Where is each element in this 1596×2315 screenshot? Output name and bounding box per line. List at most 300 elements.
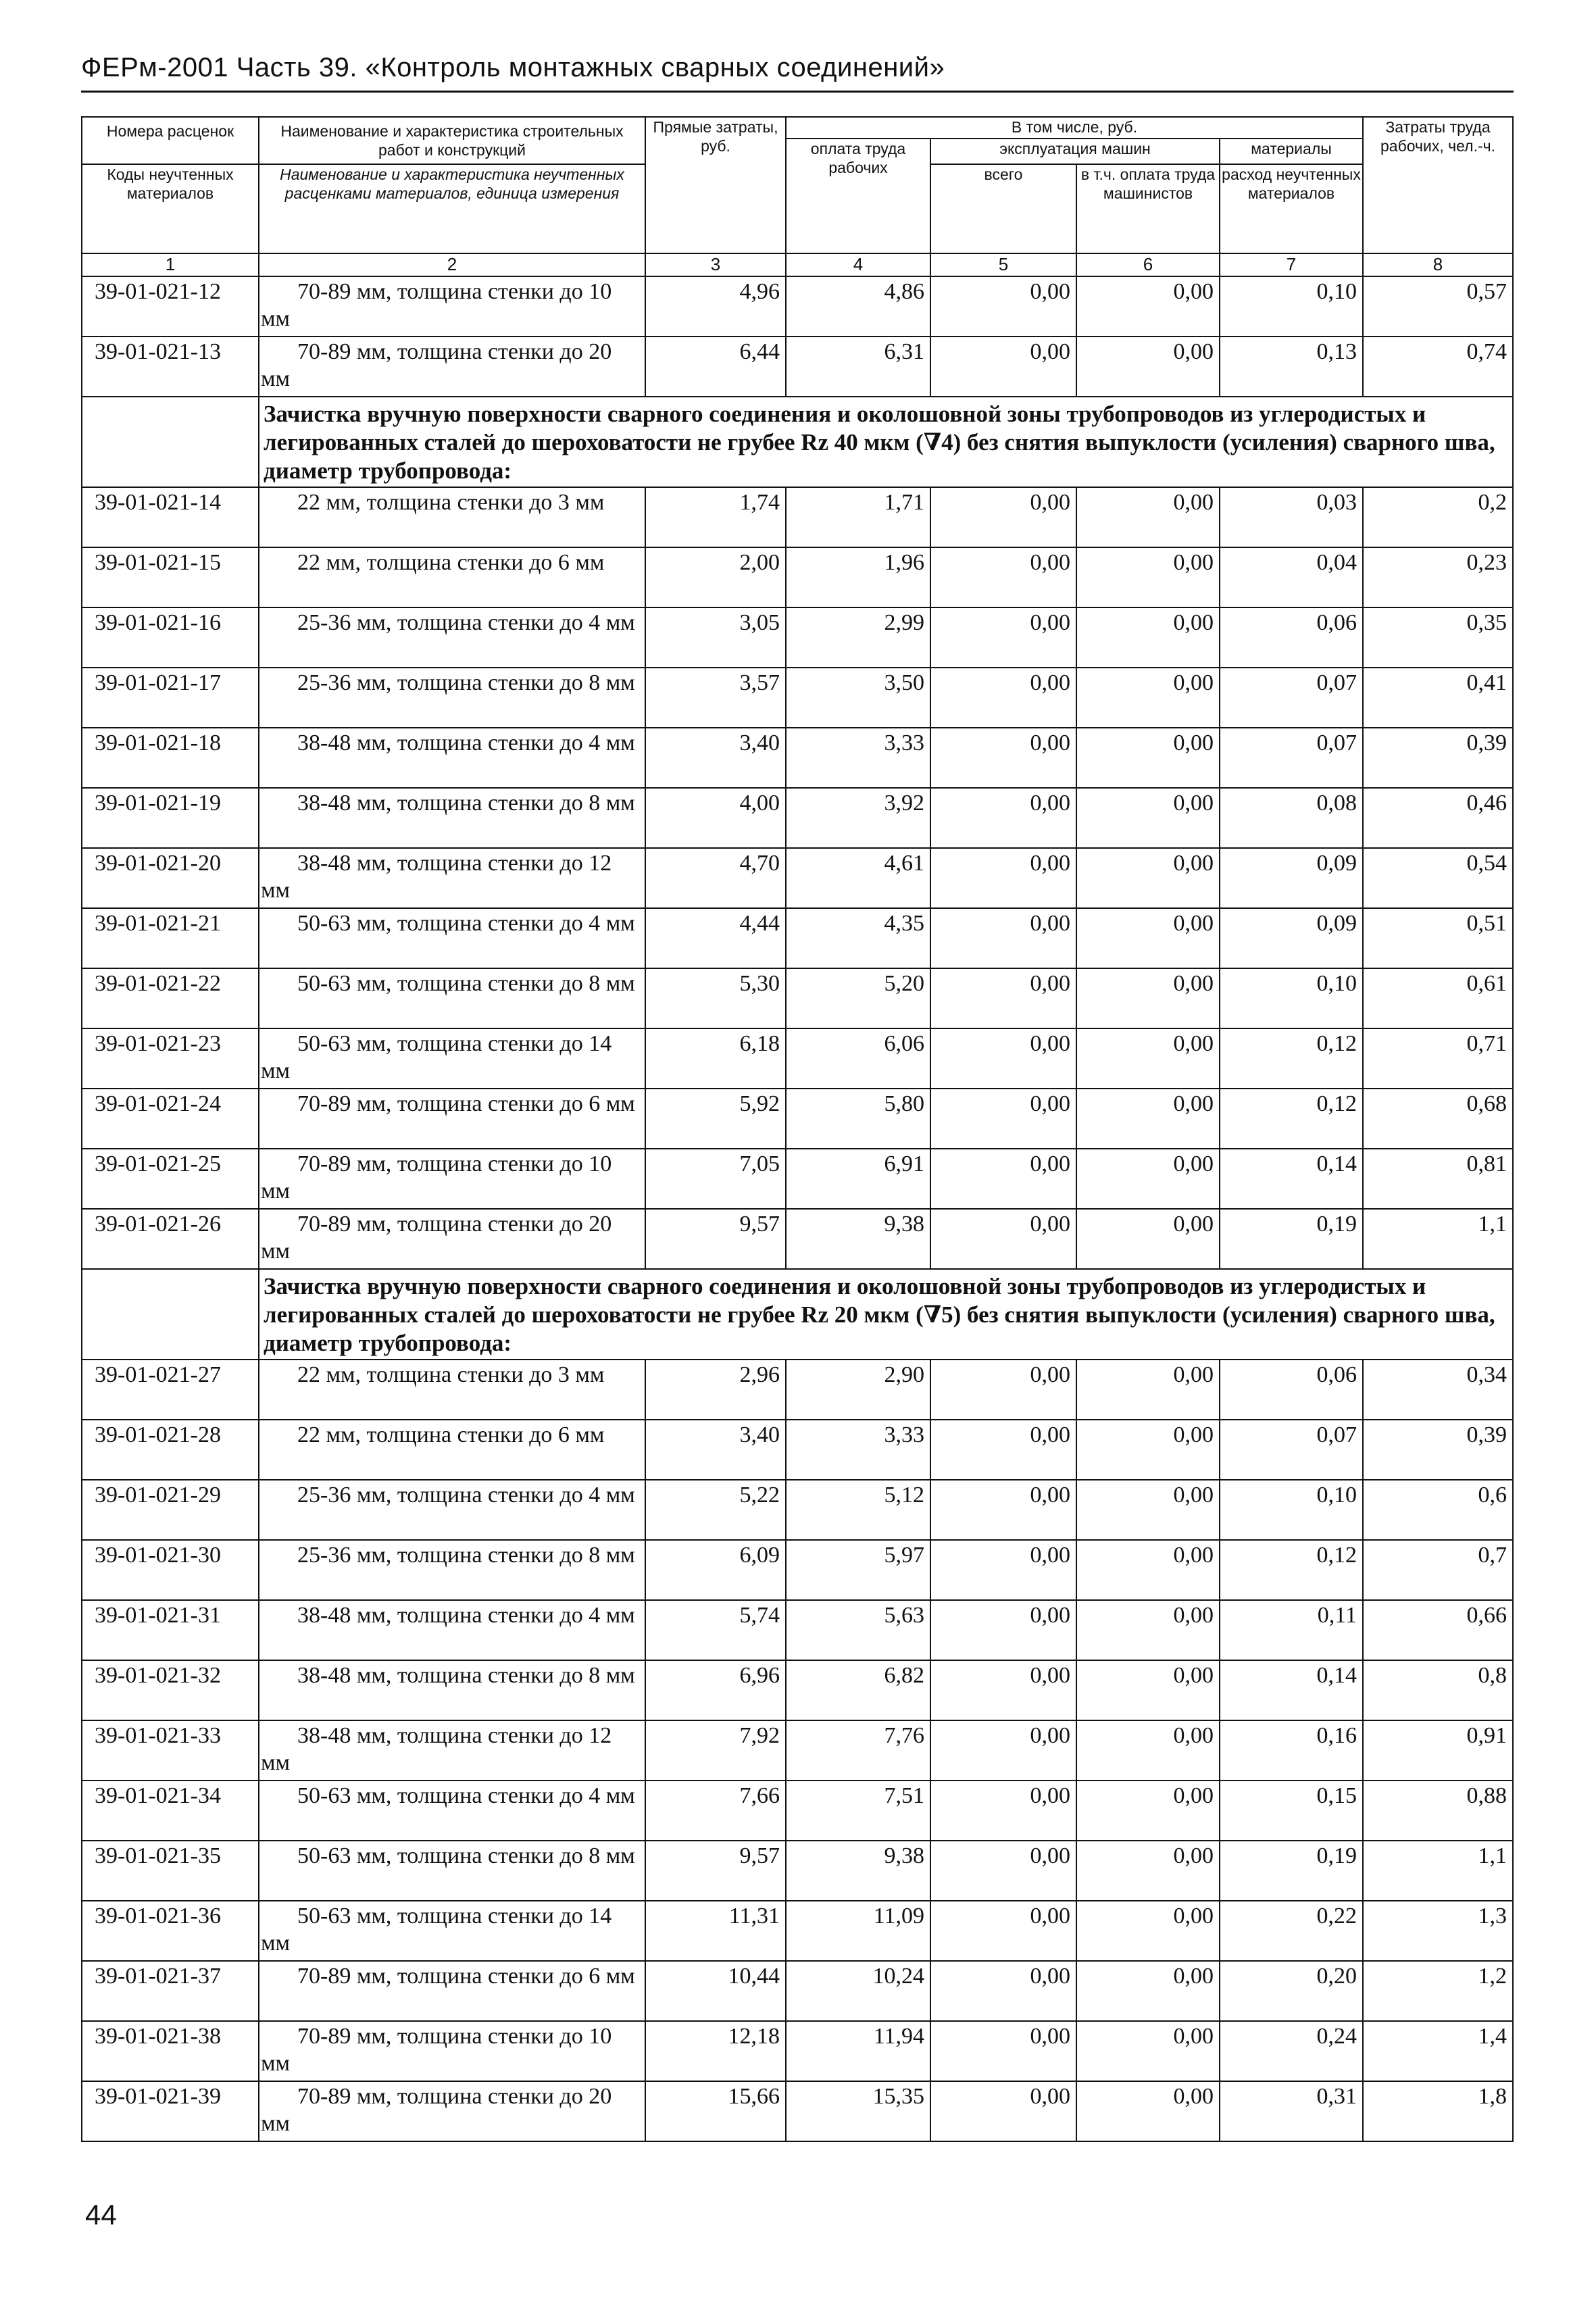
header-codes-top: Номера расценок xyxy=(82,117,259,164)
row-code: 39-01-021-18 xyxy=(82,728,259,788)
row-name-cell xyxy=(259,668,645,728)
row-name-cell xyxy=(259,1209,645,1269)
table-row xyxy=(82,2021,1513,2081)
row-machines-total: 0,00 xyxy=(930,607,1076,668)
column-number: 4 xyxy=(786,253,930,276)
row-direct-costs: 3,40 xyxy=(645,728,786,788)
row-name-cell xyxy=(259,1149,645,1209)
table-row xyxy=(82,1540,1513,1600)
row-machinist-pay: 0,00 xyxy=(1076,1420,1220,1480)
row-labor-cost: 0,71 xyxy=(1363,1028,1513,1089)
row-labor-cost: 0,57 xyxy=(1363,276,1513,337)
row-machinist-pay: 0,00 xyxy=(1076,668,1220,728)
row-machinist-pay: 0,00 xyxy=(1076,607,1220,668)
row-machines-total: 0,00 xyxy=(930,1209,1076,1269)
row-labor-pay: 6,31 xyxy=(786,337,930,397)
row-materials: 0,06 xyxy=(1220,1360,1363,1420)
row-name-cell xyxy=(259,908,645,968)
row-machinist-pay: 0,00 xyxy=(1076,1540,1220,1600)
row-labor-cost: 0,8 xyxy=(1363,1660,1513,1720)
row-direct-costs: 5,92 xyxy=(645,1089,786,1149)
row-name-cell xyxy=(259,1600,645,1660)
header-direct-costs: Прямые затраты, руб. xyxy=(645,117,786,253)
row-materials: 0,10 xyxy=(1220,276,1363,337)
row-machinist-pay: 0,00 xyxy=(1076,1600,1220,1660)
row-machines-total: 0,00 xyxy=(930,788,1076,848)
row-machines-total: 0,00 xyxy=(930,1028,1076,1089)
row-machines-total: 0,00 xyxy=(930,487,1076,547)
row-name: 70-89 мм, толщина стенки до 20 мм xyxy=(261,1212,612,1264)
row-labor-pay: 9,38 xyxy=(786,1841,930,1901)
row-machinist-pay: 0,00 xyxy=(1076,547,1220,607)
row-labor-cost: 1,4 xyxy=(1363,2021,1513,2081)
header-name-bottom: Наименование и характеристика неучтенных расценками материалов, единица измерения xyxy=(259,164,645,253)
row-name: 70-89 мм, толщина стенки до 6 мм xyxy=(297,1091,635,1116)
row-materials: 0,12 xyxy=(1220,1028,1363,1089)
row-code: 39-01-021-32 xyxy=(82,1660,259,1720)
row-labor-cost: 0,81 xyxy=(1363,1149,1513,1209)
row-direct-costs: 15,66 xyxy=(645,2081,786,2141)
row-machines-total: 0,00 xyxy=(930,1901,1076,1961)
row-machines-total: 0,00 xyxy=(930,1600,1076,1660)
row-labor-cost: 1,1 xyxy=(1363,1841,1513,1901)
row-labor-pay: 1,96 xyxy=(786,547,930,607)
row-labor-pay: 4,86 xyxy=(786,276,930,337)
row-machinist-pay: 0,00 xyxy=(1076,1028,1220,1089)
row-machines-total: 0,00 xyxy=(930,1420,1076,1480)
row-code: 39-01-021-17 xyxy=(82,668,259,728)
table-row xyxy=(82,1600,1513,1660)
table-row xyxy=(82,337,1513,397)
header-rule xyxy=(81,91,1514,93)
row-name-cell xyxy=(259,487,645,547)
row-labor-pay: 4,61 xyxy=(786,848,930,908)
row-labor-pay: 6,06 xyxy=(786,1028,930,1089)
row-direct-costs: 3,57 xyxy=(645,668,786,728)
row-direct-costs: 9,57 xyxy=(645,1841,786,1901)
row-machinist-pay: 0,00 xyxy=(1076,1209,1220,1269)
row-machines-total: 0,00 xyxy=(930,668,1076,728)
row-code: 39-01-021-25 xyxy=(82,1149,259,1209)
row-direct-costs: 6,44 xyxy=(645,337,786,397)
row-code: 39-01-021-15 xyxy=(82,547,259,607)
column-number: 6 xyxy=(1076,253,1220,276)
row-labor-cost: 0,68 xyxy=(1363,1089,1513,1149)
row-name-cell xyxy=(259,1660,645,1720)
row-labor-pay: 5,63 xyxy=(786,1600,930,1660)
table-row xyxy=(82,547,1513,607)
row-name-cell xyxy=(259,968,645,1028)
section-code-blank xyxy=(82,397,259,487)
row-direct-costs: 2,00 xyxy=(645,547,786,607)
row-name: 25-36 мм, толщина стенки до 8 мм xyxy=(297,1543,635,1568)
row-name: 38-48 мм, толщина стенки до 4 мм xyxy=(297,730,635,755)
table-row xyxy=(82,2081,1513,2141)
table-body xyxy=(82,276,1513,2141)
row-name-cell xyxy=(259,1480,645,1540)
row-direct-costs: 7,66 xyxy=(645,1781,786,1841)
row-direct-costs: 4,44 xyxy=(645,908,786,968)
section-row xyxy=(82,1269,1513,1360)
row-materials: 0,16 xyxy=(1220,1720,1363,1781)
row-labor-pay: 11,94 xyxy=(786,2021,930,2081)
row-labor-cost: 1,2 xyxy=(1363,1961,1513,2021)
row-labor-pay: 4,35 xyxy=(786,908,930,968)
row-code: 39-01-021-39 xyxy=(82,2081,259,2141)
row-name: 70-89 мм, толщина стенки до 20 мм xyxy=(261,339,612,391)
row-materials: 0,11 xyxy=(1220,1600,1363,1660)
header-machines: эксплуатация машин xyxy=(930,139,1220,164)
row-machines-total: 0,00 xyxy=(930,848,1076,908)
table-row xyxy=(82,1028,1513,1089)
table-row xyxy=(82,607,1513,668)
row-materials: 0,10 xyxy=(1220,968,1363,1028)
row-name-cell xyxy=(259,1841,645,1901)
row-machinist-pay: 0,00 xyxy=(1076,788,1220,848)
row-direct-costs: 4,96 xyxy=(645,276,786,337)
column-number: 7 xyxy=(1220,253,1363,276)
row-labor-cost: 0,39 xyxy=(1363,1420,1513,1480)
row-name-cell xyxy=(259,1961,645,2021)
row-machinist-pay: 0,00 xyxy=(1076,1961,1220,2021)
row-direct-costs: 4,00 xyxy=(645,788,786,848)
row-direct-costs: 12,18 xyxy=(645,2021,786,2081)
row-direct-costs: 9,57 xyxy=(645,1209,786,1269)
row-name-cell xyxy=(259,1089,645,1149)
row-name: 22 мм, толщина стенки до 6 мм xyxy=(297,1422,605,1447)
row-materials: 0,03 xyxy=(1220,487,1363,547)
table-row xyxy=(82,848,1513,908)
row-materials: 0,24 xyxy=(1220,2021,1363,2081)
row-machines-total: 0,00 xyxy=(930,2021,1076,2081)
row-machines-total: 0,00 xyxy=(930,1540,1076,1600)
page-number: 44 xyxy=(85,2199,117,2231)
row-direct-costs: 3,05 xyxy=(645,607,786,668)
row-machines-total: 0,00 xyxy=(930,337,1076,397)
row-machinist-pay: 0,00 xyxy=(1076,1089,1220,1149)
row-name: 70-89 мм, толщина стенки до 20 мм xyxy=(261,2084,612,2136)
row-name: 70-89 мм, толщина стенки до 10 мм xyxy=(261,1151,612,1203)
row-materials: 0,06 xyxy=(1220,607,1363,668)
row-labor-pay: 3,92 xyxy=(786,788,930,848)
row-machines-total: 0,00 xyxy=(930,2081,1076,2141)
table-row xyxy=(82,1149,1513,1209)
row-code: 39-01-021-24 xyxy=(82,1089,259,1149)
row-direct-costs: 6,96 xyxy=(645,1660,786,1720)
row-name-cell xyxy=(259,1420,645,1480)
row-name-cell xyxy=(259,276,645,337)
row-direct-costs: 5,74 xyxy=(645,1600,786,1660)
row-labor-pay: 10,24 xyxy=(786,1961,930,2021)
row-labor-pay: 3,33 xyxy=(786,1420,930,1480)
row-machinist-pay: 0,00 xyxy=(1076,1901,1220,1961)
row-name-cell xyxy=(259,1028,645,1089)
row-code: 39-01-021-21 xyxy=(82,908,259,968)
row-code: 39-01-021-35 xyxy=(82,1841,259,1901)
row-code: 39-01-021-33 xyxy=(82,1720,259,1781)
row-labor-pay: 7,51 xyxy=(786,1781,930,1841)
row-materials: 0,12 xyxy=(1220,1540,1363,1600)
row-labor-pay: 3,50 xyxy=(786,668,930,728)
row-code: 39-01-021-37 xyxy=(82,1961,259,2021)
row-code: 39-01-021-13 xyxy=(82,337,259,397)
row-materials: 0,15 xyxy=(1220,1781,1363,1841)
row-code: 39-01-021-19 xyxy=(82,788,259,848)
row-machines-total: 0,00 xyxy=(930,1660,1076,1720)
row-direct-costs: 7,05 xyxy=(645,1149,786,1209)
row-code: 39-01-021-20 xyxy=(82,848,259,908)
row-labor-pay: 1,71 xyxy=(786,487,930,547)
row-materials: 0,07 xyxy=(1220,1420,1363,1480)
row-name-cell xyxy=(259,1540,645,1600)
row-direct-costs: 7,92 xyxy=(645,1720,786,1781)
header-including: В том числе, руб. xyxy=(786,117,1363,139)
table-row xyxy=(82,1961,1513,2021)
column-number: 5 xyxy=(930,253,1076,276)
row-name: 25-36 мм, толщина стенки до 4 мм xyxy=(297,1483,635,1508)
table-row xyxy=(82,1209,1513,1269)
row-name: 25-36 мм, толщина стенки до 8 мм xyxy=(297,670,635,695)
row-name: 22 мм, толщина стенки до 6 мм xyxy=(297,550,605,575)
row-code: 39-01-021-12 xyxy=(82,276,259,337)
row-machines-total: 0,00 xyxy=(930,1089,1076,1149)
row-name: 38-48 мм, толщина стенки до 8 мм xyxy=(297,1663,635,1688)
row-materials: 0,10 xyxy=(1220,1480,1363,1540)
row-name: 50-63 мм, толщина стенки до 4 мм xyxy=(297,911,635,936)
row-labor-cost: 0,6 xyxy=(1363,1480,1513,1540)
row-machines-total: 0,00 xyxy=(930,547,1076,607)
header-name-top: Наименование и характеристика строительных работ и конструкций xyxy=(259,117,645,164)
row-labor-pay: 2,90 xyxy=(786,1360,930,1420)
row-machines-total: 0,00 xyxy=(930,1360,1076,1420)
row-code: 39-01-021-30 xyxy=(82,1540,259,1600)
row-labor-cost: 0,61 xyxy=(1363,968,1513,1028)
page-header-title: ФЕРм-2001 Часть 39. «Контроль монтажных сварных соединений» xyxy=(81,53,945,82)
row-labor-cost: 0,46 xyxy=(1363,788,1513,848)
row-labor-pay: 5,12 xyxy=(786,1480,930,1540)
row-machinist-pay: 0,00 xyxy=(1076,728,1220,788)
row-machinist-pay: 0,00 xyxy=(1076,848,1220,908)
row-name: 22 мм, толщина стенки до 3 мм xyxy=(297,490,605,515)
table-row xyxy=(82,968,1513,1028)
table-row xyxy=(82,1781,1513,1841)
row-code: 39-01-021-28 xyxy=(82,1420,259,1480)
table-row xyxy=(82,1901,1513,1961)
row-materials: 0,19 xyxy=(1220,1209,1363,1269)
row-name-cell xyxy=(259,547,645,607)
row-labor-cost: 0,34 xyxy=(1363,1360,1513,1420)
table-row xyxy=(82,1360,1513,1420)
row-name: 50-63 мм, толщина стенки до 14 мм xyxy=(261,1903,612,1956)
row-machinist-pay: 0,00 xyxy=(1076,2081,1220,2141)
rates-table xyxy=(81,116,1514,2142)
row-machinist-pay: 0,00 xyxy=(1076,1480,1220,1540)
row-labor-pay: 6,91 xyxy=(786,1149,930,1209)
row-direct-costs: 4,70 xyxy=(645,848,786,908)
row-labor-pay: 2,99 xyxy=(786,607,930,668)
row-materials: 0,08 xyxy=(1220,788,1363,848)
row-name-cell xyxy=(259,1360,645,1420)
row-direct-costs: 10,44 xyxy=(645,1961,786,2021)
row-direct-costs: 6,09 xyxy=(645,1540,786,1600)
row-machinist-pay: 0,00 xyxy=(1076,968,1220,1028)
row-labor-cost: 1,8 xyxy=(1363,2081,1513,2141)
row-materials: 0,19 xyxy=(1220,1841,1363,1901)
row-machinist-pay: 0,00 xyxy=(1076,2021,1220,2081)
column-number: 2 xyxy=(259,253,645,276)
row-code: 39-01-021-29 xyxy=(82,1480,259,1540)
row-machinist-pay: 0,00 xyxy=(1076,487,1220,547)
row-labor-pay: 15,35 xyxy=(786,2081,930,2141)
row-labor-pay: 5,80 xyxy=(786,1089,930,1149)
section-title: Зачистка вручную поверхности сварного соединения и околошовной зоны трубопроводов из углеродистых и легированных сталей до шероховатости не грубее Rz 40 мкм (∇4) без снятия выпуклости (усиления) сварного шва, диаметр трубопровода: xyxy=(259,397,1513,487)
row-name-cell xyxy=(259,788,645,848)
header-machinist-pay: в т.ч. оплата труда машинистов xyxy=(1076,164,1220,253)
header-materials: материалы xyxy=(1220,139,1363,164)
row-labor-cost: 0,54 xyxy=(1363,848,1513,908)
row-name: 70-89 мм, толщина стенки до 10 мм xyxy=(261,279,612,331)
row-labor-pay: 11,09 xyxy=(786,1901,930,1961)
row-machines-total: 0,00 xyxy=(930,968,1076,1028)
row-machinist-pay: 0,00 xyxy=(1076,276,1220,337)
row-labor-cost: 0,7 xyxy=(1363,1540,1513,1600)
row-machinist-pay: 0,00 xyxy=(1076,337,1220,397)
row-code: 39-01-021-23 xyxy=(82,1028,259,1089)
row-name-cell xyxy=(259,2081,645,2141)
row-machinist-pay: 0,00 xyxy=(1076,1841,1220,1901)
row-machines-total: 0,00 xyxy=(930,1480,1076,1540)
row-labor-cost: 0,51 xyxy=(1363,908,1513,968)
row-machines-total: 0,00 xyxy=(930,1841,1076,1901)
table-row xyxy=(82,487,1513,547)
row-name-cell xyxy=(259,848,645,908)
table-row xyxy=(82,728,1513,788)
row-labor-cost: 0,88 xyxy=(1363,1781,1513,1841)
row-labor-pay: 7,76 xyxy=(786,1720,930,1781)
row-machinist-pay: 0,00 xyxy=(1076,1149,1220,1209)
row-name: 38-48 мм, толщина стенки до 4 мм xyxy=(297,1603,635,1628)
row-machines-total: 0,00 xyxy=(930,1781,1076,1841)
header-machines-total: всего xyxy=(930,164,1076,253)
header-materials-use: расход неучтенных материалов xyxy=(1220,164,1363,253)
row-name-cell xyxy=(259,728,645,788)
row-materials: 0,12 xyxy=(1220,1089,1363,1149)
row-code: 39-01-021-27 xyxy=(82,1360,259,1420)
row-machines-total: 0,00 xyxy=(930,1720,1076,1781)
row-materials: 0,22 xyxy=(1220,1901,1363,1961)
row-code: 39-01-021-26 xyxy=(82,1209,259,1269)
header-labor-cost: Затраты труда рабочих, чел.-ч. xyxy=(1363,117,1513,253)
row-name-cell xyxy=(259,337,645,397)
row-materials: 0,20 xyxy=(1220,1961,1363,2021)
row-name: 50-63 мм, толщина стенки до 8 мм xyxy=(297,1843,635,1868)
row-labor-cost: 0,74 xyxy=(1363,337,1513,397)
table-row xyxy=(82,1841,1513,1901)
row-materials: 0,07 xyxy=(1220,728,1363,788)
table-row xyxy=(82,1480,1513,1540)
row-code: 39-01-021-14 xyxy=(82,487,259,547)
row-direct-costs: 5,30 xyxy=(645,968,786,1028)
row-direct-costs: 1,74 xyxy=(645,487,786,547)
row-code: 39-01-021-34 xyxy=(82,1781,259,1841)
row-name: 50-63 мм, толщина стенки до 8 мм xyxy=(297,971,635,996)
row-labor-pay: 9,38 xyxy=(786,1209,930,1269)
row-labor-cost: 0,23 xyxy=(1363,547,1513,607)
row-materials: 0,31 xyxy=(1220,2081,1363,2141)
row-name: 50-63 мм, толщина стенки до 14 мм xyxy=(261,1031,612,1083)
row-direct-costs: 3,40 xyxy=(645,1420,786,1480)
row-labor-cost: 1,1 xyxy=(1363,1209,1513,1269)
row-labor-cost: 0,41 xyxy=(1363,668,1513,728)
table-row xyxy=(82,908,1513,968)
row-name: 38-48 мм, толщина стенки до 8 мм xyxy=(297,791,635,816)
row-code: 39-01-021-38 xyxy=(82,2021,259,2081)
section-row xyxy=(82,397,1513,487)
row-labor-pay: 6,82 xyxy=(786,1660,930,1720)
row-name: 25-36 мм, толщина стенки до 4 мм xyxy=(297,610,635,635)
row-machinist-pay: 0,00 xyxy=(1076,1660,1220,1720)
row-materials: 0,14 xyxy=(1220,1149,1363,1209)
row-machinist-pay: 0,00 xyxy=(1076,1360,1220,1420)
table-row xyxy=(82,1420,1513,1480)
table-row xyxy=(82,1720,1513,1781)
row-materials: 0,07 xyxy=(1220,668,1363,728)
row-materials: 0,13 xyxy=(1220,337,1363,397)
row-code: 39-01-021-16 xyxy=(82,607,259,668)
column-numbers-row xyxy=(82,253,1513,276)
table-row xyxy=(82,276,1513,337)
row-labor-pay: 5,97 xyxy=(786,1540,930,1600)
row-name: 70-89 мм, толщина стенки до 6 мм xyxy=(297,1964,635,1989)
column-number: 1 xyxy=(82,253,259,276)
row-materials: 0,04 xyxy=(1220,547,1363,607)
row-name-cell xyxy=(259,607,645,668)
column-number: 8 xyxy=(1363,253,1513,276)
row-code: 39-01-021-36 xyxy=(82,1901,259,1961)
row-materials: 0,09 xyxy=(1220,908,1363,968)
row-labor-cost: 1,3 xyxy=(1363,1901,1513,1961)
row-machines-total: 0,00 xyxy=(930,1961,1076,2021)
row-labor-pay: 5,20 xyxy=(786,968,930,1028)
header-codes-bottom: Коды неучтенных материалов xyxy=(82,164,259,253)
section-code-blank xyxy=(82,1269,259,1360)
row-name-cell xyxy=(259,2021,645,2081)
row-name: 50-63 мм, толщина стенки до 4 мм xyxy=(297,1783,635,1808)
row-name: 70-89 мм, толщина стенки до 10 мм xyxy=(261,2024,612,2076)
row-machines-total: 0,00 xyxy=(930,1149,1076,1209)
row-materials: 0,09 xyxy=(1220,848,1363,908)
table-row xyxy=(82,1660,1513,1720)
row-code: 39-01-021-31 xyxy=(82,1600,259,1660)
row-direct-costs: 11,31 xyxy=(645,1901,786,1961)
row-name-cell xyxy=(259,1901,645,1961)
table-row xyxy=(82,788,1513,848)
row-machinist-pay: 0,00 xyxy=(1076,1720,1220,1781)
row-materials: 0,14 xyxy=(1220,1660,1363,1720)
row-direct-costs: 6,18 xyxy=(645,1028,786,1089)
row-machinist-pay: 0,00 xyxy=(1076,1781,1220,1841)
row-machines-total: 0,00 xyxy=(930,908,1076,968)
row-name-cell xyxy=(259,1781,645,1841)
row-labor-pay: 3,33 xyxy=(786,728,930,788)
row-labor-cost: 0,91 xyxy=(1363,1720,1513,1781)
row-labor-cost: 0,2 xyxy=(1363,487,1513,547)
row-machinist-pay: 0,00 xyxy=(1076,908,1220,968)
table-row xyxy=(82,1089,1513,1149)
row-machines-total: 0,00 xyxy=(930,728,1076,788)
row-labor-cost: 0,39 xyxy=(1363,728,1513,788)
row-name-cell xyxy=(259,1720,645,1781)
